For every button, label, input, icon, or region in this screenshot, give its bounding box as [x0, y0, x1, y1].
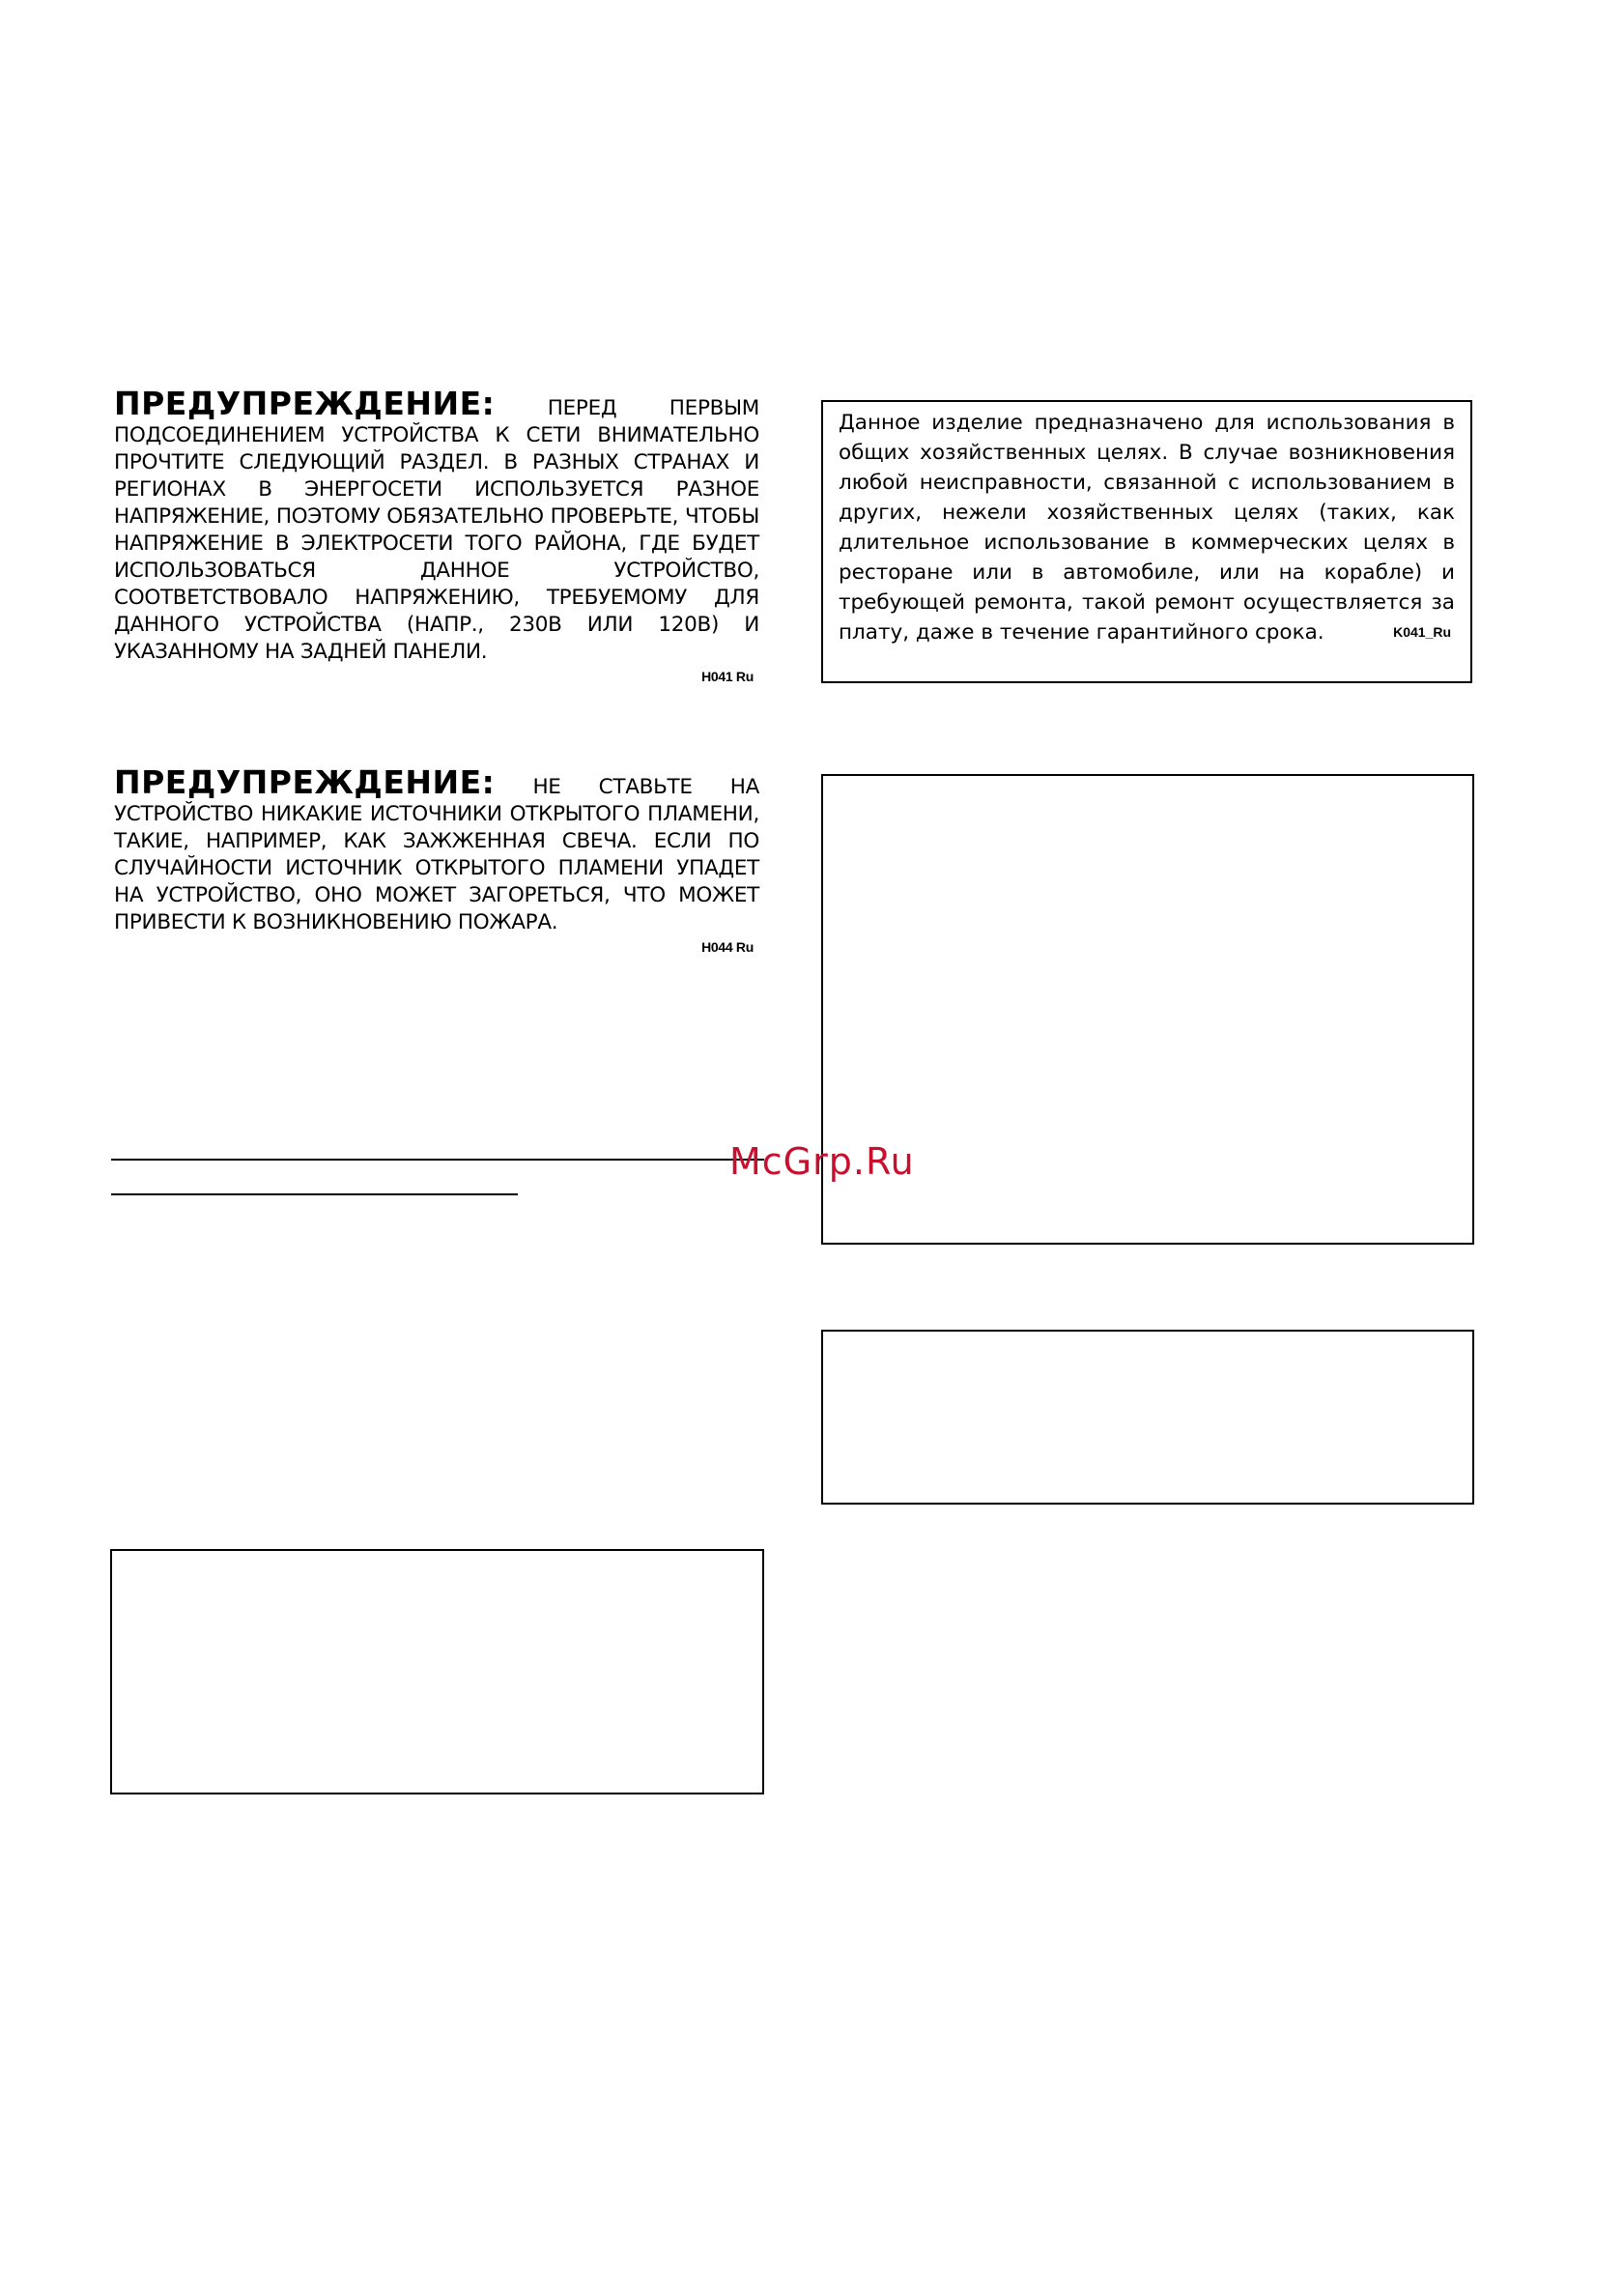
warning-code: H041 Ru	[701, 669, 754, 684]
empty-box-left	[110, 1549, 764, 1794]
empty-box-right-small	[821, 1330, 1474, 1505]
warning-text: НЕ СТАВЬТЕ НА УСТРОЙСТВО НИКАКИЕ ИСТОЧНИКИ ОТКРЫТОГО ПЛАМЕНИ, ТАКИЕ, НАПРИМЕР, КАК ЗАЖЖЕННАЯ СВЕЧА. ЕСЛИ ПО СЛУЧАЙНОСТИ ИСТОЧНИК ОТКРЫТОГО ПЛАМЕНИ УПАДЕТ НА УСТРОЙСТВО, ОНО МОЖЕТ ЗАГОРЕТЬСЯ, ЧТО МОЖЕТ ПРИВЕСТИ К ВОЗНИКНОВЕНИЮ ПОЖАРА.	[114, 775, 759, 934]
warning-text: ПЕРЕД ПЕРВЫМ ПОДСОЕДИНЕНИЕМ УСТРОЙСТВА К СЕТИ ВНИМАТЕЛЬНО ПРОЧТИТЕ СЛЕДУЮЩИЙ РАЗДЕЛ. В РАЗНЫХ СТРАНАХ И РЕГИОНАХ В ЭНЕРГОСЕТИ ИСПОЛЬЗУЕТСЯ РАЗНОЕ НАПРЯЖЕНИЕ, ПОЭТОМУ ОБЯЗАТЕЛЬНО ПРОВЕРЬТЕ, ЧТОБЫ НАПРЯЖЕНИЕ В ЭЛЕКТРОСЕТИ ТОГО РАЙОНА, ГДЕ БУДЕТ ИСПОЛЬЗОВАТЬСЯ ДАННОЕ УСТРОЙСТВО, СООТВЕТСТВОВАЛО НАПРЯЖЕНИЮ, ТРЕБУЕМОМУ ДЛЯ ДАННОГО УСТРОЙСТВА (НАПР., 230В ИЛИ 120В) И УКАЗАННОМУ НА ЗАДНЕЙ ПАНЕЛИ.	[114, 396, 759, 664]
usage-notice-code: K041_Ru	[1393, 624, 1451, 640]
horizontal-rule-long	[111, 1159, 764, 1161]
watermark-text: McGrp.Ru	[729, 1140, 915, 1183]
usage-notice-text: Данное изделие предназначено для использования в общих хозяйственных целях. В случае возникновения любой неисправности, связанной с использованием в других, нежели хозяйственных целях (таких, как длительное использование в коммерческих целях в ресторане или в автомобиле, или на корабле) и требующей ремонта, такой ремонт осуществляется за плату, даже в течение гарантийного срока.	[839, 411, 1455, 645]
warning-code: H044 Ru	[701, 939, 754, 955]
usage-notice-box	[821, 400, 1472, 683]
empty-box-right-large	[821, 774, 1474, 1245]
warning-heading: ПРЕДУПРЕЖДЕНИЕ:	[114, 385, 496, 422]
warning-heading: ПРЕДУПРЕЖДЕНИЕ:	[114, 763, 496, 801]
horizontal-rule-short	[111, 1193, 518, 1195]
warning-power-block	[114, 385, 759, 685]
warning-flame-block	[114, 763, 759, 956]
